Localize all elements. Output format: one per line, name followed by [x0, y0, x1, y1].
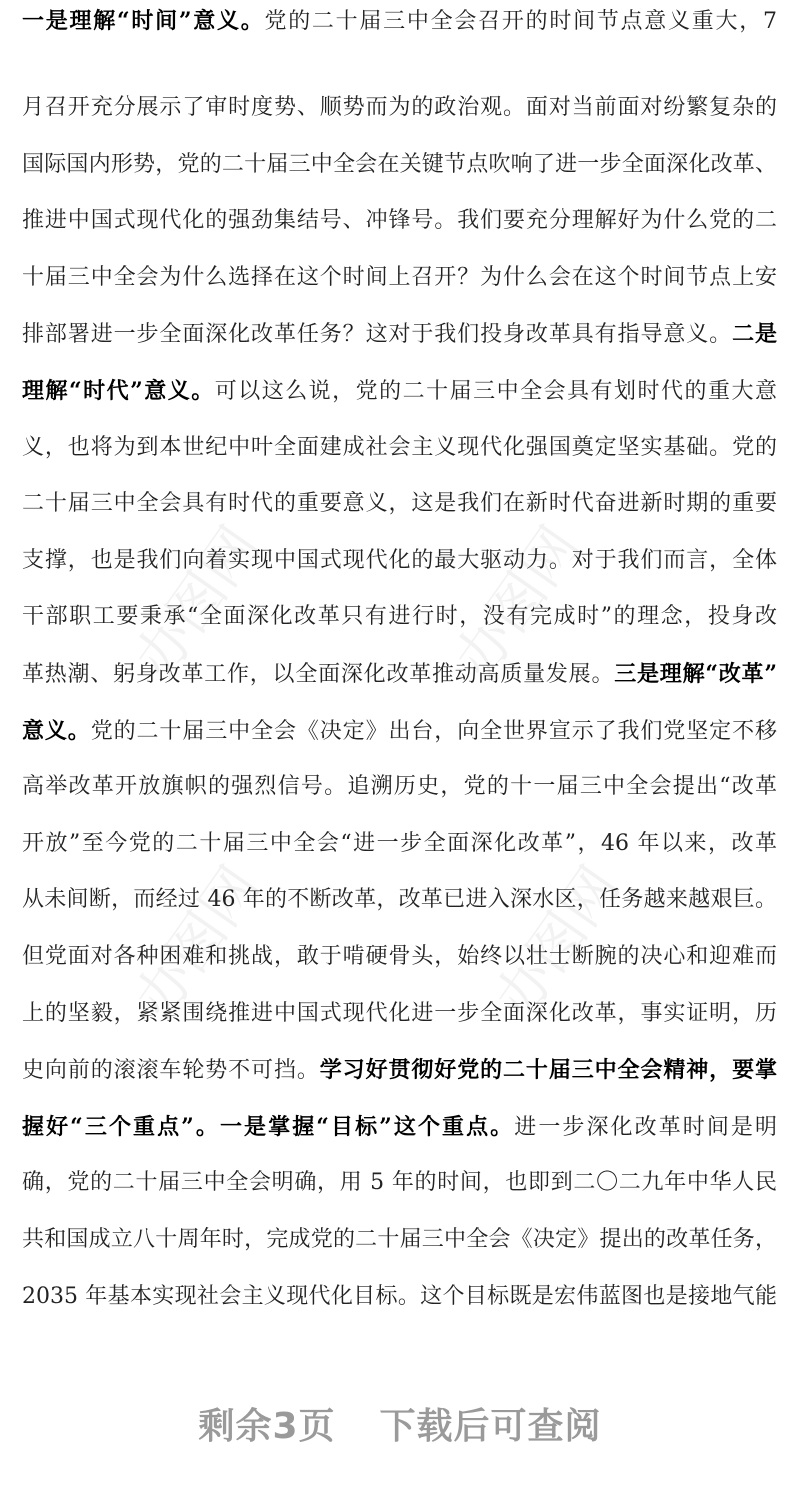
body-text: 但党面对各种困难和挑战，敢于啃硬骨头，始终以壮士断腕的决心和迎难而	[22, 944, 777, 969]
bold-text: 二是	[732, 321, 777, 348]
body-text: 共和国成立八十周年时，完成党的二十届三中全会《决定》提出的改革任务，	[22, 1227, 777, 1252]
text-line	[22, 714, 777, 748]
body-text: 国际国内形势，党的二十届三中全会在关键节点吹响了进一步全面深化改革、	[22, 151, 777, 177]
bold-text: 意义。	[22, 717, 91, 744]
bold-text: 三是理解“改革”	[614, 661, 777, 687]
text-line	[22, 770, 777, 804]
text-line	[22, 1223, 777, 1257]
body-text: 上的坚毅，紧紧围绕推进中国式现代化进一步全面深化改革，事实证明，历	[22, 1000, 777, 1026]
body-text: 二十届三中全会具有时代的重要意义，这是我们在新时代奋进新时期的重要	[22, 491, 777, 517]
body-text: 开放”至今党的二十届三中全会“进一步全面深化改革”，46 年以来，改革	[22, 830, 777, 856]
body-text: 党的二十届三中全会《决定》出台，向全世界宣示了我们党坚定不移	[90, 718, 777, 744]
bold-text: 理解“时代”意义。	[22, 378, 215, 404]
watermark: 办图网	[122, 515, 273, 691]
body-text: 十届三中全会为什么选择在这个时间上召开？为什么会在这个时间节点上安	[22, 264, 777, 290]
body-text: 月召开充分展示了审时度势、顺势而为的政治观。面对当前面对纷繁复杂的	[22, 95, 777, 120]
watermark: 办图网	[442, 515, 593, 691]
body-text: 史向前的滚滚车轮势不可挡。	[22, 1058, 320, 1084]
body-text: 2035 年基本实现社会主义现代化目标。这个目标既是宏伟蓝图也是接地气能	[22, 1283, 777, 1309]
text-line	[22, 91, 777, 125]
body-text: 确，党的二十届三中全会明确，用 5 年的时间，也即到二〇二九年中华人民	[22, 1170, 777, 1196]
body-text: 党的二十届三中全会召开的时间节点意义重大，7	[264, 9, 777, 34]
text-line	[22, 261, 777, 295]
watermark: 办图网	[482, 855, 633, 1031]
text-line	[22, 374, 777, 408]
text-line	[22, 544, 777, 578]
bold-text: 一是理解“时间”意义。	[22, 8, 265, 34]
remaining-pages-label: 剩余3页	[198, 1406, 336, 1447]
text-line	[22, 431, 777, 465]
watermark: 办图网	[122, 855, 273, 1031]
body-text: 支撑，也是我们向着实现中国式现代化的最大驱动力。对于我们而言，全体	[22, 547, 777, 573]
text-line	[22, 4, 777, 38]
text-line	[22, 883, 777, 917]
text-line	[22, 1280, 777, 1314]
text-line	[22, 204, 777, 238]
text-line	[22, 1110, 777, 1144]
bold-text: 握好“三个重点”。一是掌握“目标”这个重点。	[22, 1113, 515, 1140]
text-line	[22, 827, 777, 861]
body-text: 革热潮、躬身改革工作，以全面深化改革推动高质量发展。	[22, 662, 615, 687]
body-text: 从未间断，而经过 46 年的不断改革，改革已进入深水区，任务越来越艰巨。	[22, 887, 777, 913]
download-prompt[interactable]	[0, 1398, 800, 1449]
body-text: 高举改革开放旗帜的强烈信号。追溯历史，党的十一届三中全会提出“改革	[22, 774, 777, 800]
body-text: 可以这么说，党的二十届三中全会具有划时代的重大意	[214, 379, 777, 404]
body-text: 进一步深化改革时间是明	[514, 1114, 777, 1140]
body-text: 排部署进一步全面深化改革任务？这对于我们投身改革具有指导意义。	[22, 322, 733, 348]
text-line	[22, 1166, 777, 1200]
download-to-view-label[interactable]: 下载后可查阅	[379, 1406, 602, 1447]
body-text: 干部职工要秉承“全面深化改革只有进行时，没有完成时”的理念，投身改	[22, 604, 777, 630]
text-line	[22, 317, 777, 351]
text-line	[22, 487, 777, 521]
bold-text: 学习好贯彻好党的二十届三中全会精神，要掌	[319, 1057, 777, 1084]
body-text: 义，也将为到本世纪中叶全面建成社会主义现代化强国奠定坚实基础。党的	[22, 434, 777, 460]
text-line	[22, 1053, 777, 1087]
body-text: 推进中国式现代化的强劲集结号、冲锋号。我们要充分理解好为什么党的二	[22, 208, 777, 234]
text-line	[22, 148, 777, 182]
